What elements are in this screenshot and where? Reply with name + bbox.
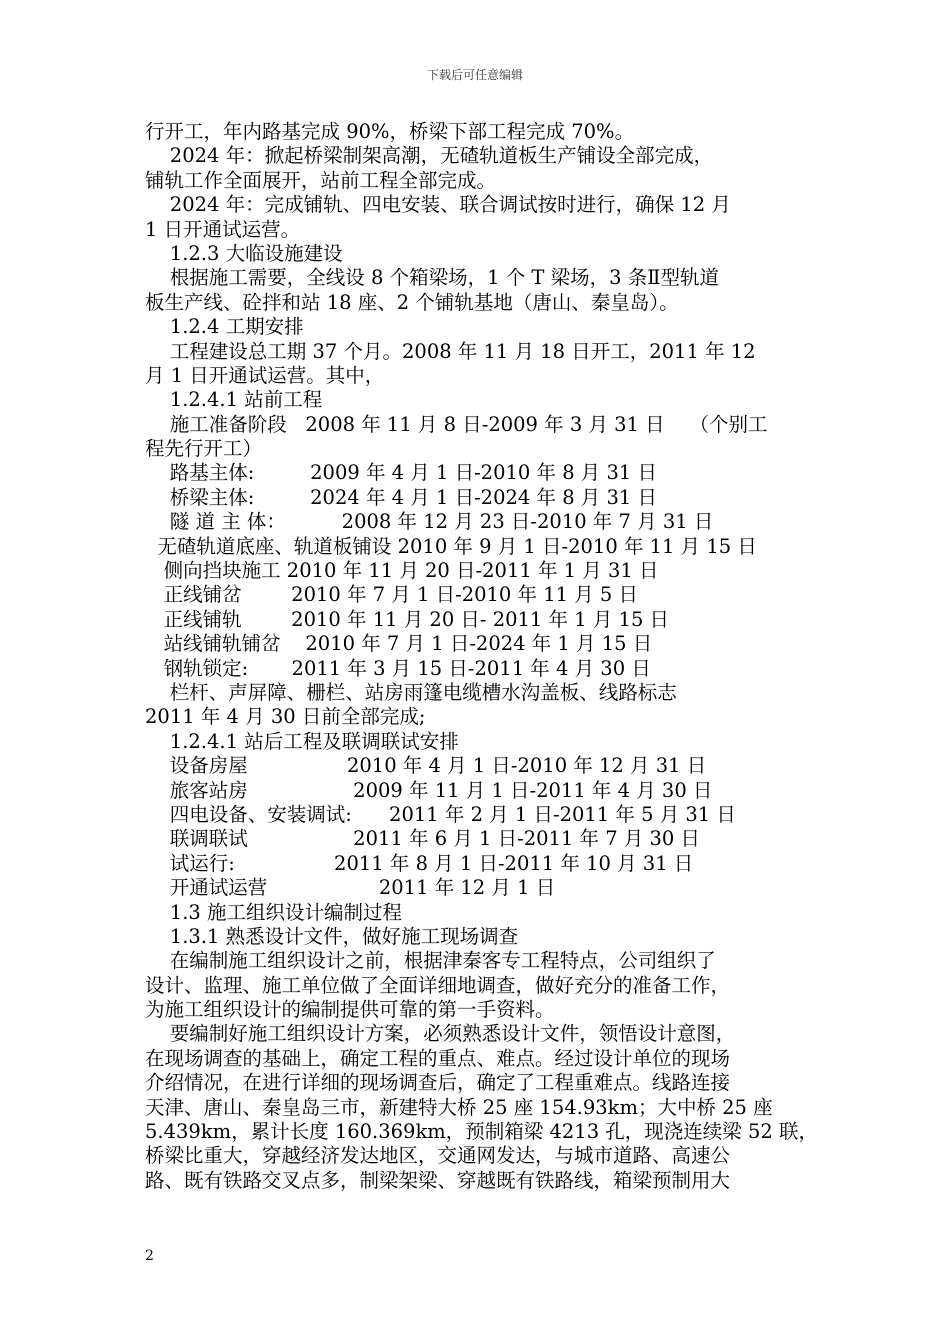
text-line: 设备房屋 2010 年 4 月 1 日-2010 年 12 月 31 日 <box>145 754 707 778</box>
page-number: 2 <box>145 1248 154 1264</box>
text-line: 天津、唐山、秦皇岛三市，新建特大桥 25 座 154.93km；大中桥 25 座 <box>145 1095 773 1119</box>
text-line: 程先行开工） <box>145 437 263 461</box>
text-line: 试运行: 2011 年 8 月 1 日-2011 年 10 月 31 日 <box>145 851 694 875</box>
text-line: 在编制施工组织设计之前，根据津秦客专工程特点，公司组织了 <box>145 949 716 973</box>
text-line: 隧 道 主 体： 2008 年 12 月 23 日-2010 年 7 月 31 日 <box>145 510 714 534</box>
text-line: 铺轨工作全面展开，站前工程全部完成。 <box>145 168 497 192</box>
text-line: 为施工组织设计的编制提供可靠的第一手资料。 <box>145 998 555 1022</box>
text-line: 1.2.3 大临设施建设 <box>145 241 343 265</box>
text-line: 1.2.4.1 站前工程 <box>145 388 323 412</box>
text-line: 联调联试 2011 年 6 月 1 日-2011 年 7 月 30 日 <box>145 827 701 851</box>
text-line: 桥梁比重大，穿越经济发达地区，交通网发达，与城市道路、高速公 <box>145 1144 731 1168</box>
text-line: 旅客站房 2009 年 11 月 1 日-2011 年 4 月 30 日 <box>145 778 713 802</box>
text-line: 四电设备、安装调试: 2011 年 2 月 1 日-2011 年 5 月 31 日 <box>145 802 736 826</box>
text-line: 1.2.4 工期安排 <box>145 315 304 339</box>
text-line: 设计、监理、施工单位做了全面详细地调查，做好充分的准备工作， <box>145 973 731 997</box>
text-line: 2011 年 4 月 30 日前全部完成; <box>145 705 426 729</box>
text-line: 工程建设总工期 37 个月。2008 年 11 月 18 日开工，2011 年 12 <box>145 339 756 363</box>
text-line: 月 1 日开通试运营。其中， <box>145 363 385 387</box>
text-line: 正线铺轨 2010 年 11 月 20 日- 2011 年 1 月 15 日 <box>145 607 670 631</box>
text-line: 正线铺岔 2010 年 7 月 1 日-2010 年 11 月 5 日 <box>145 583 639 607</box>
text-line: 5.439km，累计长度 160.369km，预制箱梁 4213 孔，现浇连续梁 52 联， <box>145 1120 819 1144</box>
text-line: 要编制好施工组织设计方案，必须熟悉设计文件，领悟设计意图， <box>145 1022 736 1046</box>
text-line: 路基主体: 2009 年 4 月 1 日-2010 年 8 月 31 日 <box>145 461 658 485</box>
text-line: 1.3.1 熟悉设计文件，做好施工现场调查 <box>145 924 519 948</box>
text-line: 路、既有铁路交叉点多，制梁架梁、穿越既有铁路线，箱梁预制用大 <box>145 1168 731 1192</box>
text-line: 介绍情况，在进行详细的现场调查后，确定了工程重难点。线路连接 <box>145 1071 731 1095</box>
text-line: 施工准备阶段 2008 年 11 月 8 日-2009 年 3 月 31 日 （个别工 <box>145 412 768 436</box>
document-body <box>145 120 825 1193</box>
page-header: 下载后可任意编辑 <box>426 68 523 82</box>
text-line: 桥梁主体: 2024 年 4 月 1 日-2024 年 8 月 31 日 <box>145 485 658 509</box>
text-line: 侧向挡块施工 2010 年 11 月 20 日-2011 年 1 月 31 日 <box>145 559 659 583</box>
text-line: 开通试运营 2011 年 12 月 1 日 <box>145 876 556 900</box>
text-line: 2024 年：掀起桥梁制架高潮，无碴轨道板生产铺设全部完成， <box>145 144 714 168</box>
text-line: 1.2.4.1 站后工程及联调联试安排 <box>145 729 459 753</box>
text-line: 站线铺轨铺岔 2010 年 7 月 1 日-2024 年 1 月 15 日 <box>145 632 653 656</box>
text-line: 栏杆、声屏障、栅栏、站房雨篷电缆槽水沟盖板、线路标志 <box>145 680 677 704</box>
text-line: 1.3 施工组织设计编制过程 <box>145 900 403 924</box>
text-line: 行开工，年内路基完成 90%，桥梁下部工程完成 70%。 <box>145 120 635 143</box>
text-line: 根据施工需要，全线设 8 个箱梁场，1 个 T 梁场，3 条Ⅱ型轨道 <box>145 266 719 290</box>
text-line: 1 日开通试运营。 <box>145 217 301 241</box>
text-line: 板生产线、砼拌和站 18 座、2 个铺轨基地（唐山、秦皇岛）。 <box>145 290 679 314</box>
text-line: 在现场调查的基础上，确定工程的重点、难点。经过设计单位的现场 <box>145 1046 731 1070</box>
text-line: 2024 年：完成铺轨、四电安装、联合调试按时进行，确保 12 月 <box>145 193 731 217</box>
text-line: 钢轨锁定: 2011 年 3 月 15 日-2011 年 4 月 30 日 <box>145 656 651 680</box>
text-line: 无碴轨道底座、轨道板铺设 2010 年 9 月 1 日-2010 年 11 月 15 日 <box>145 534 757 558</box>
